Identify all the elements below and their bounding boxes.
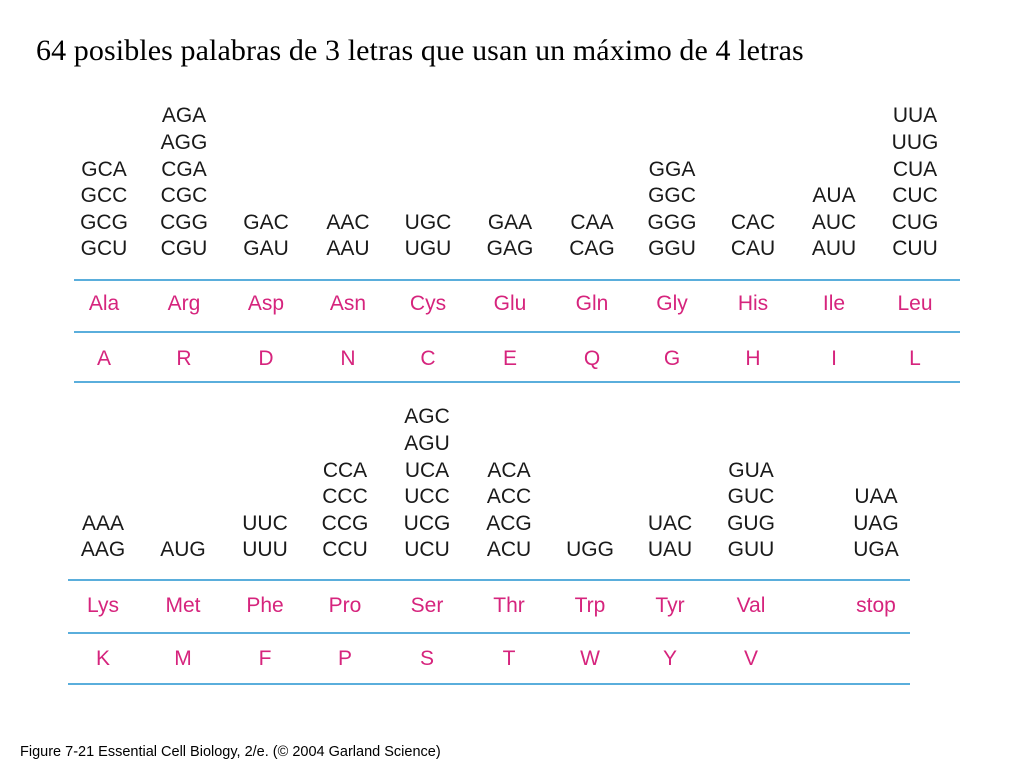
- amino-acid-abbreviation: Ile: [822, 292, 846, 315]
- codon-list: [470, 458, 548, 564]
- amino-acid-letter: K: [95, 647, 110, 670]
- codon: GCC: [80, 184, 128, 208]
- codon: AUA: [812, 184, 856, 208]
- codon: CCA: [322, 458, 368, 482]
- codon: GUC: [727, 485, 775, 509]
- codon: UCC: [404, 485, 450, 509]
- amino-acid-abbreviation: Cys: [409, 292, 447, 315]
- codon: ACU: [486, 538, 532, 562]
- codon: CAA: [570, 210, 614, 234]
- codon: AAC: [326, 210, 370, 234]
- codon: AGA: [161, 104, 207, 128]
- rule-top-3: [74, 381, 960, 383]
- codon: GAG: [486, 237, 534, 261]
- codon: GGG: [647, 210, 697, 234]
- amino-acid-abbreviation: Asp: [247, 292, 285, 315]
- codon: AAG: [80, 538, 126, 562]
- codon: AUU: [811, 237, 857, 261]
- codon: CGG: [160, 210, 208, 234]
- amino-acid-letter: Y: [662, 647, 677, 670]
- codon: CUA: [892, 157, 938, 181]
- amino-acid-abbreviation: Thr: [493, 594, 525, 617]
- codon: UAA: [854, 485, 898, 509]
- amino-acid-abbreviation: Lys: [87, 594, 119, 617]
- codon-list: [309, 210, 387, 263]
- rule-top-1: [74, 279, 960, 281]
- amino-acid-abbreviation: Gln: [575, 292, 609, 315]
- codon-list: [876, 103, 954, 263]
- codon: CCC: [322, 485, 368, 509]
- codon: GCG: [80, 210, 128, 234]
- codon: UUG: [891, 131, 939, 155]
- codon: UAU: [647, 538, 693, 562]
- amino-acid-letter: P: [337, 647, 352, 670]
- amino-acid-abbreviation: Asn: [329, 292, 367, 315]
- codon: ACG: [486, 511, 532, 535]
- rule-bottom-3: [68, 683, 910, 685]
- codon-list: [227, 210, 305, 263]
- codon: GAA: [487, 210, 533, 234]
- amino-acid-letter: N: [340, 347, 356, 370]
- codon-list: [306, 458, 384, 564]
- codon: ACA: [487, 458, 531, 482]
- codon: ACC: [486, 485, 532, 509]
- amino-acid-abbreviation: stop: [856, 594, 896, 617]
- amino-acid-letter: R: [176, 347, 192, 370]
- codon: AAU: [326, 237, 370, 261]
- codon: UGA: [853, 538, 899, 562]
- amino-acid-letter: I: [831, 347, 837, 370]
- codon: CUU: [892, 237, 938, 261]
- codon-list: [553, 210, 631, 263]
- codon: UGU: [404, 237, 452, 261]
- codon: GCU: [80, 237, 128, 261]
- codon: CAC: [730, 210, 776, 234]
- rule-bottom-1: [68, 579, 910, 581]
- codon: GUU: [727, 538, 775, 562]
- amino-acid-letter: H: [745, 347, 761, 370]
- amino-acid-letter: V: [743, 647, 758, 670]
- codon-list: [65, 157, 143, 263]
- amino-acid-letter: C: [420, 347, 436, 370]
- amino-acid-letter: W: [580, 647, 600, 670]
- amino-acid-letter: G: [663, 347, 681, 370]
- codon-list: [551, 537, 629, 564]
- amino-acid-letter: F: [258, 647, 272, 670]
- codon: CAG: [569, 237, 615, 261]
- codon: GGU: [648, 237, 696, 261]
- amino-acid-abbreviation: Glu: [493, 292, 527, 315]
- codon-list: [144, 537, 222, 564]
- codon: UUC: [242, 511, 288, 535]
- codon: CGU: [160, 237, 208, 261]
- amino-acid-letter: T: [502, 647, 516, 670]
- codon: GUG: [727, 511, 775, 535]
- amino-acid-letter: M: [174, 647, 192, 670]
- codon-list: [714, 210, 792, 263]
- amino-acid-abbreviation: Tyr: [655, 594, 685, 617]
- codon: CCG: [321, 511, 369, 535]
- page-title: 64 posibles palabras de 3 letras que usan un máximo de 4 letras: [36, 34, 804, 67]
- codon: GGC: [648, 184, 696, 208]
- codon: GCA: [81, 157, 127, 181]
- amino-acid-abbreviation: Arg: [167, 292, 201, 315]
- amino-acid-abbreviation: His: [737, 292, 769, 315]
- codon: UCU: [404, 538, 450, 562]
- codon: UUA: [892, 104, 938, 128]
- amino-acid-abbreviation: Leu: [897, 292, 933, 315]
- amino-acid-letter: A: [96, 347, 111, 370]
- amino-acid-abbreviation: Pro: [328, 594, 362, 617]
- amino-acid-letter: D: [258, 347, 274, 370]
- codon: UCG: [403, 511, 451, 535]
- amino-acid-abbreviation: Gly: [656, 292, 688, 315]
- codon: UGC: [404, 210, 452, 234]
- amino-acid-abbreviation: Met: [165, 594, 201, 617]
- amino-acid-abbreviation: Trp: [574, 594, 606, 617]
- codon: CAU: [730, 237, 776, 261]
- codon: GAU: [243, 237, 289, 261]
- amino-acid-letter: E: [502, 347, 517, 370]
- figure-caption: Figure 7-21 Essential Cell Biology, 2/e. (© 2004 Garland Science): [20, 744, 441, 760]
- codon-list: [226, 511, 304, 564]
- codon: UAC: [647, 511, 693, 535]
- amino-acid-letter: Q: [583, 347, 601, 370]
- codon: AAA: [81, 511, 125, 535]
- codon: AUC: [811, 210, 857, 234]
- codon-list: [389, 210, 467, 263]
- codon-list: [712, 458, 790, 564]
- codon-list: [64, 511, 142, 564]
- codon: AGG: [160, 131, 208, 155]
- codon: CGA: [161, 157, 207, 181]
- codon-list: [837, 484, 915, 564]
- codon: UAG: [853, 511, 899, 535]
- codon-list: [388, 404, 466, 564]
- codon: UGG: [566, 538, 614, 562]
- codon: UUU: [242, 538, 288, 562]
- codon: CUC: [892, 184, 938, 208]
- codon: AGU: [404, 432, 450, 456]
- codon: GUA: [728, 458, 774, 482]
- rule-bottom-2: [68, 632, 910, 634]
- amino-acid-letter: L: [909, 347, 921, 370]
- codon: CUG: [891, 210, 939, 234]
- amino-acid-abbreviation: Ser: [410, 594, 444, 617]
- amino-acid-abbreviation: Phe: [246, 594, 284, 617]
- codon: AGC: [404, 405, 450, 429]
- amino-acid-letter: S: [419, 647, 434, 670]
- rule-top-2: [74, 331, 960, 333]
- codon: UCA: [404, 458, 450, 482]
- codon: CGC: [160, 184, 208, 208]
- amino-acid-abbreviation: Ala: [88, 292, 120, 315]
- amino-acid-abbreviation: Val: [736, 594, 766, 617]
- codon-list: [633, 157, 711, 263]
- codon: GGA: [648, 157, 696, 181]
- codon: AUG: [160, 538, 206, 562]
- codon-list: [795, 183, 873, 263]
- codon-list: [471, 210, 549, 263]
- codon: CCU: [322, 538, 368, 562]
- codon-list: [145, 103, 223, 263]
- codon: GAC: [243, 210, 289, 234]
- codon-list: [631, 511, 709, 564]
